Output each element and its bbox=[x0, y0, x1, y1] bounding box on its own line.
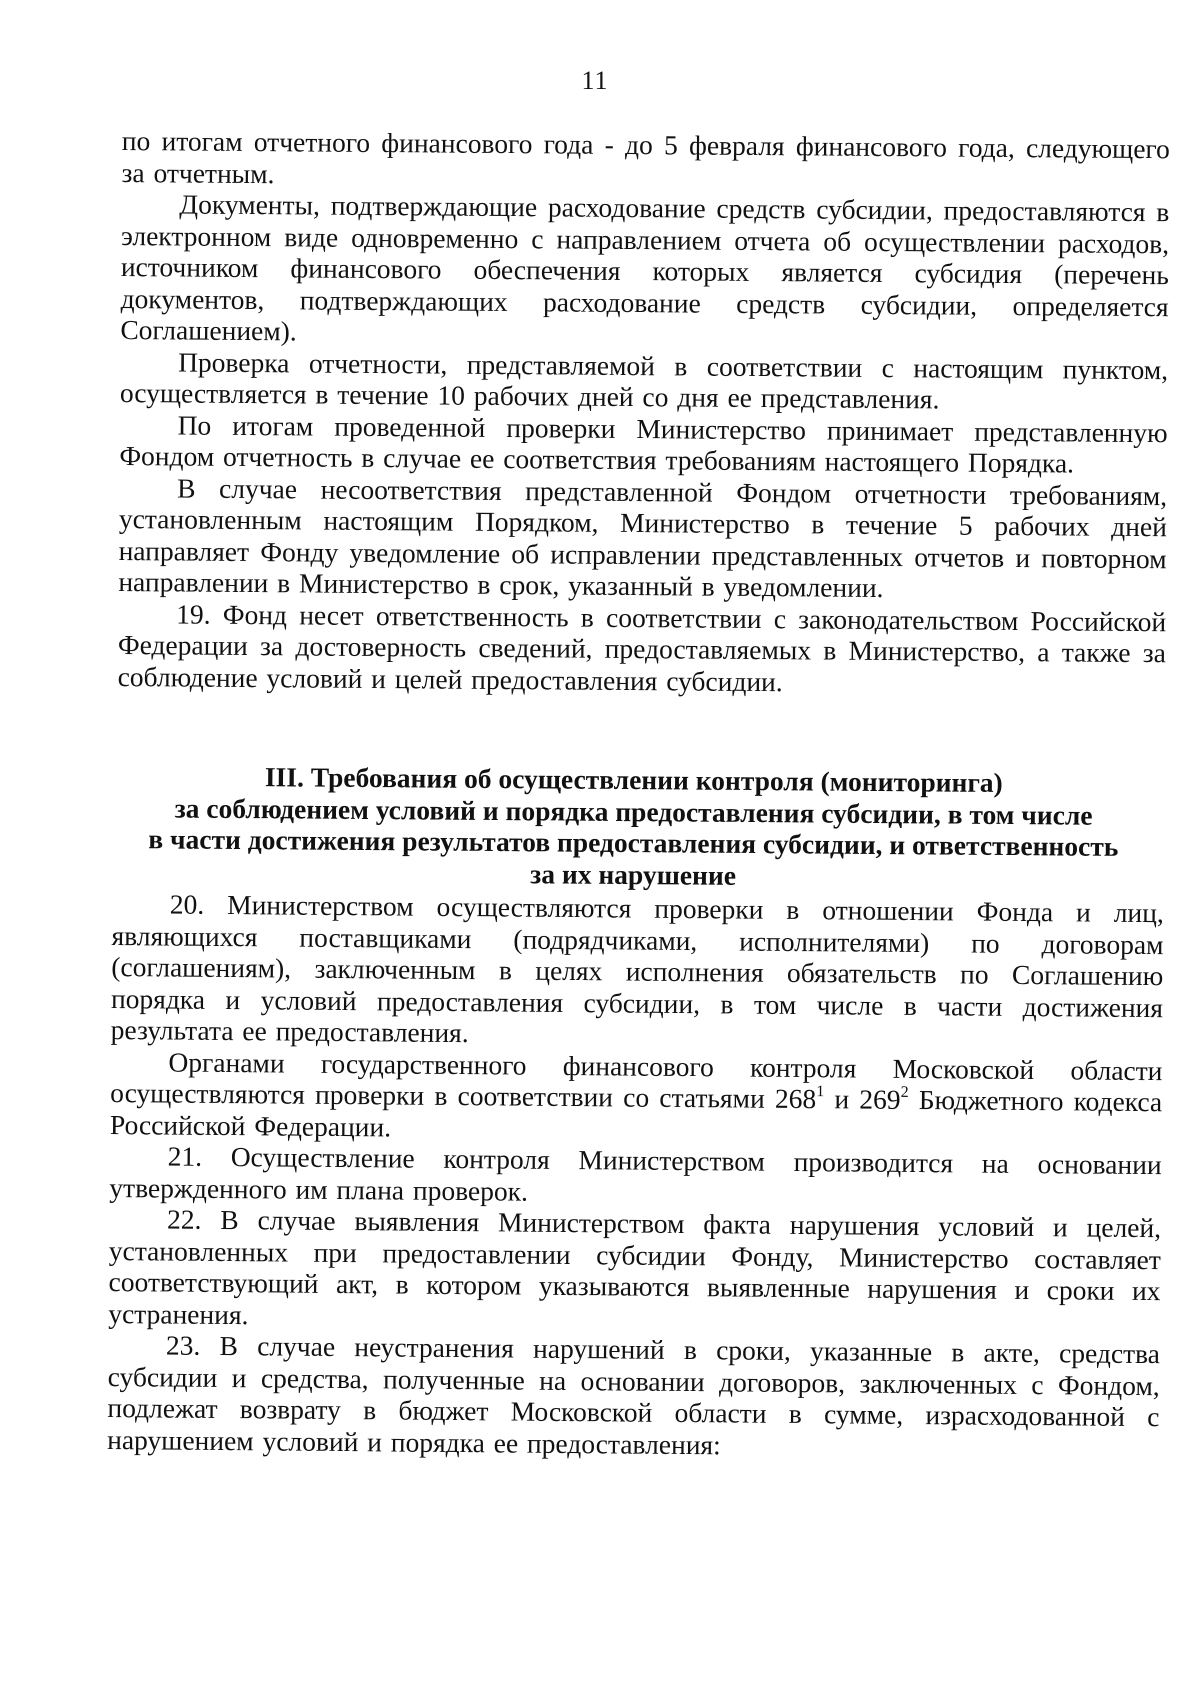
paragraph-organs-text-after: Бюджетного кодекса Российской Федерации. bbox=[109, 1083, 1163, 1142]
section-heading-line-3: в части достижения результатов предоставления субсидии, и ответственность bbox=[148, 823, 1119, 862]
paragraph-financial-control-bodies bbox=[110, 1045, 1163, 1149]
paragraph-20-ministry-inspections: 20. Министерством осуществляются проверки в отношении Фонда и лиц, являющихся поставщиками (подрядчиками, исполнителями) по договорам (соглашениям), заключенным в целях исполнения обязательств по Соглашению порядка и условий предоставления субсидии, в том числе в части достижения результата ее предоставления. bbox=[110, 888, 1164, 1049]
paragraph-organs-text-before: Органами государственного финансового контроля Московской области осуществляются проверки в соответствии со статьями bbox=[110, 1046, 1163, 1114]
paragraph-19-fund-responsibility: 19. Фонд несет ответственность в соответствии с законодательством Российской Федерации за достоверность сведений, предоставляемых в Министерство, а также за соблюдение условий и целей предоставления субсидии. bbox=[117, 597, 1167, 697]
section-heading-line-1: III. Требования об осуществлении контроля (мониторинга) bbox=[264, 761, 1003, 798]
article-268-number: 268 bbox=[774, 1082, 817, 1115]
bottom-text-block bbox=[107, 888, 1164, 1464]
article-269-number: 269 bbox=[859, 1083, 901, 1115]
paragraph-report-acceptance: По итогам проведенной проверки Министерство принимает представленную Фондом отчетность в случае ее соответствия требованиям настоящего Порядка. bbox=[119, 408, 1168, 479]
section-heading-block bbox=[113, 760, 1154, 894]
article-268-superscript: 1 bbox=[816, 1083, 825, 1101]
paragraph-reporting-deadline: по итогам отчетного финансового года - до 5 февраля финансового года, следующего за отчетным. bbox=[121, 125, 1170, 189]
paragraph-report-nonconformity: В случае несоответствия представленной Фондом отчетности требованиям, установленным настоящим Порядком, Министерство в течение 5 рабочих дней направляет Фонду уведомление об исправлении представленных отчетов и повторном направлении в Министерство в срок, указанный в уведомлении. bbox=[118, 471, 1168, 603]
paragraph-report-verification: Проверка отчетности, представляемой в соответствии с настоящим пунктом, осуществляется в течение 10 рабочих дней со дня ее представления. bbox=[119, 345, 1169, 415]
page-number: 11 bbox=[581, 66, 609, 95]
section-heading-line-4: за их нарушение bbox=[530, 857, 737, 891]
paragraph-22-violation-act: 22. В случае выявления Министерством факта нарушения условий и целей, установленных при предоставлении субсидии Фонду, Министерство составляет соответствующий акт, в котором указываются выявленные нарушения и сроки их устранения. bbox=[108, 1203, 1162, 1330]
section-heading bbox=[113, 760, 1154, 894]
top-text-block bbox=[118, 125, 1170, 700]
paragraph-supporting-documents: Документы, подтверждающие расходование средств субсидии, предоставляются в электронном виде одновременно с направлением отчета об осуществлении расходов, источником финансового обеспечения которых является субсидия (перечень документов, подтверждающих расходование средств субсидии, определяется Соглашением). bbox=[120, 188, 1170, 347]
paragraph-23-subsidy-return: 23. В случае неустранения нарушений в сроки, указанные в акте, средства субсидии и средства, полученные на основании договоров, заключенных с Фондом, подлежат возврату в бюджет Московской области в сумме, израсходованной с нарушением условий и порядка ее предоставления: bbox=[107, 1329, 1161, 1460]
paragraph-21-control-plan: 21. Осуществление контроля Министерством производится на основании утвержденного им плана проверок. bbox=[109, 1140, 1162, 1207]
section-heading-line-2: за соблюдением условий и порядка предоставления субсидии, в том числе bbox=[174, 791, 1093, 831]
paragraph-organs-text-between: и bbox=[824, 1083, 860, 1115]
article-269-superscript: 2 bbox=[900, 1083, 909, 1101]
